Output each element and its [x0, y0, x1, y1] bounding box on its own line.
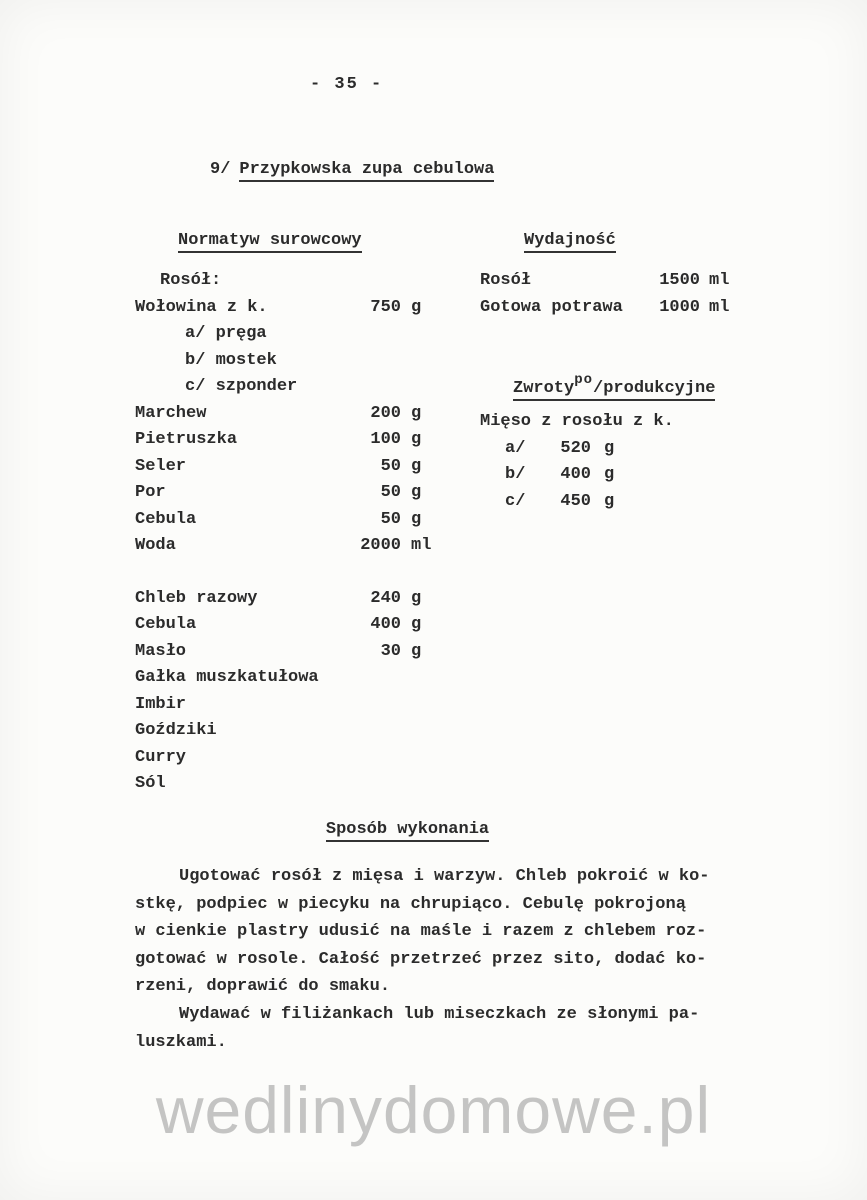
recipe-title-text: Przypkowska zupa cebulowa	[239, 160, 494, 182]
ingredient-unit: ml	[411, 536, 432, 555]
ingredient-row	[135, 321, 447, 348]
ingredient-row	[135, 745, 447, 772]
ingredient-qty: 100	[370, 430, 401, 449]
returns-header	[513, 372, 716, 401]
returns-unit: g	[604, 438, 615, 458]
ingredient-qty: 240	[370, 588, 401, 608]
method-line: stkę, podpiec w piecyku na chrupiąco. Cebulę pokrojoną	[135, 894, 686, 914]
returns-header-word1: Zwroty	[513, 379, 575, 398]
yield-name: Gotowa potrawa	[480, 297, 623, 317]
ingredient-row	[135, 480, 447, 507]
yield-section	[480, 231, 735, 515]
yield-qty: 1500	[659, 271, 700, 290]
ingredient-unit: g	[411, 588, 422, 608]
ingredient-name: Curry	[135, 747, 187, 767]
recipe-number: 9/	[210, 160, 231, 179]
method-line: w cienkie plastry udusić na maśle i razem z chlebem roz-	[135, 922, 707, 942]
returns-qty: 400	[560, 465, 591, 484]
ingredient-unit: g	[411, 615, 422, 634]
ingredient-unit: g	[411, 483, 422, 502]
returns-label: c/	[505, 491, 526, 511]
ingredient-qty: 200	[370, 403, 401, 423]
ingredient-qty: 2000	[360, 536, 401, 555]
ingredient-row	[135, 586, 447, 613]
returns-row	[505, 489, 735, 516]
ingredient-name: c/ szponder	[185, 377, 298, 396]
ingredient-name: Woda	[135, 536, 176, 555]
ingredient-row	[135, 612, 447, 639]
ingredient-name: Pietruszka	[135, 430, 238, 449]
ingredient-row	[135, 665, 447, 692]
returns-row	[505, 462, 735, 489]
method-line: luszkami.	[135, 1032, 227, 1052]
returns-unit: g	[604, 465, 615, 484]
ingredient-row	[135, 718, 447, 745]
yield-unit: ml	[709, 297, 730, 317]
ingredient-name: Por	[135, 483, 166, 502]
ingredient-name: Wołowina z k.	[135, 297, 268, 317]
method-line: rzeni, doprawić do smaku.	[135, 977, 391, 997]
ingredient-row	[135, 401, 447, 428]
returns-subtitle: Mięso z rosołu z k.	[480, 412, 674, 431]
ingredient-row	[135, 374, 447, 401]
yield-row	[480, 268, 735, 295]
ingredient-name: Goździki	[135, 721, 217, 740]
returns-header-superscript: po	[574, 372, 594, 388]
ingredient-name: Imbir	[135, 694, 187, 714]
ingredient-row	[135, 427, 447, 454]
method-section-header	[0, 820, 815, 839]
ingredient-name: Masło	[135, 641, 187, 661]
ingredient-name: Cebula	[135, 615, 197, 634]
ingredients-section	[135, 231, 447, 798]
ingredient-row	[135, 348, 447, 375]
method-line: Ugotować rosół z mięsa i warzyw. Chleb pokroić w ko-	[179, 867, 710, 886]
watermark: wedlinydomowe.pl	[155, 1073, 712, 1147]
ingredient-row	[135, 507, 447, 534]
yield-unit: ml	[709, 271, 730, 290]
ingredient-name: Seler	[135, 456, 187, 476]
ingredient-name: Cebula	[135, 509, 197, 529]
method-body	[135, 863, 735, 1056]
ingredient-name: b/ mostek	[185, 350, 277, 370]
ingredient-qty: 50	[380, 483, 401, 502]
method-line: gotować w rosole. Całość przetrzeć przez sito, dodać ko-	[135, 949, 707, 969]
ingredients-header: Normatyw surowcowy	[178, 231, 362, 253]
returns-label: a/	[505, 438, 526, 458]
ingredient-unit: g	[411, 456, 422, 476]
ingredient-unit: g	[411, 403, 422, 423]
ingredient-name: Marchew	[135, 403, 207, 423]
ingredient-qty: 750	[370, 297, 401, 317]
ingredient-qty: 400	[370, 615, 401, 634]
ingredient-unit: g	[411, 641, 422, 661]
ingredient-unit: g	[411, 297, 422, 317]
ingredient-row	[135, 454, 447, 481]
ingredient-row	[135, 692, 447, 719]
returns-qty: 520	[560, 438, 591, 458]
ingredient-row	[135, 533, 447, 560]
ingredient-row	[135, 639, 447, 666]
yield-qty: 1000	[659, 297, 700, 317]
ingredient-unit: g	[411, 430, 422, 449]
ingredient-name: Sól	[135, 774, 166, 793]
ingredient-row	[135, 771, 447, 798]
returns-label: b/	[505, 465, 526, 484]
returns-row	[505, 436, 735, 463]
returns-qty: 450	[560, 491, 591, 511]
method-line: Wydawać w filiżankach lub miseczkach ze słonymi pa-	[179, 1004, 700, 1024]
ingredient-qty: 50	[380, 509, 401, 529]
ingredient-row	[135, 295, 447, 322]
ingredient-name: a/ pręga	[185, 324, 267, 343]
ingredient-qty: 50	[380, 456, 401, 476]
returns-unit: g	[604, 491, 615, 511]
ingredient-unit: g	[411, 509, 422, 529]
recipe-title	[210, 160, 494, 179]
yield-name: Rosół	[480, 271, 532, 290]
ingredient-name: Gałka muszkatułowa	[135, 668, 319, 687]
method-header-text: Sposób wykonania	[326, 820, 489, 842]
page-number: - 35 -	[310, 75, 384, 94]
ingredient-qty: 30	[380, 641, 401, 661]
yield-row	[480, 295, 735, 322]
ingredient-name: Rosół:	[160, 271, 222, 290]
ingredient-row	[135, 268, 447, 295]
returns-header-word2: /produkcyjne	[593, 379, 716, 398]
ingredient-name: Chleb razowy	[135, 588, 258, 608]
yield-header: Wydajność	[524, 231, 616, 253]
